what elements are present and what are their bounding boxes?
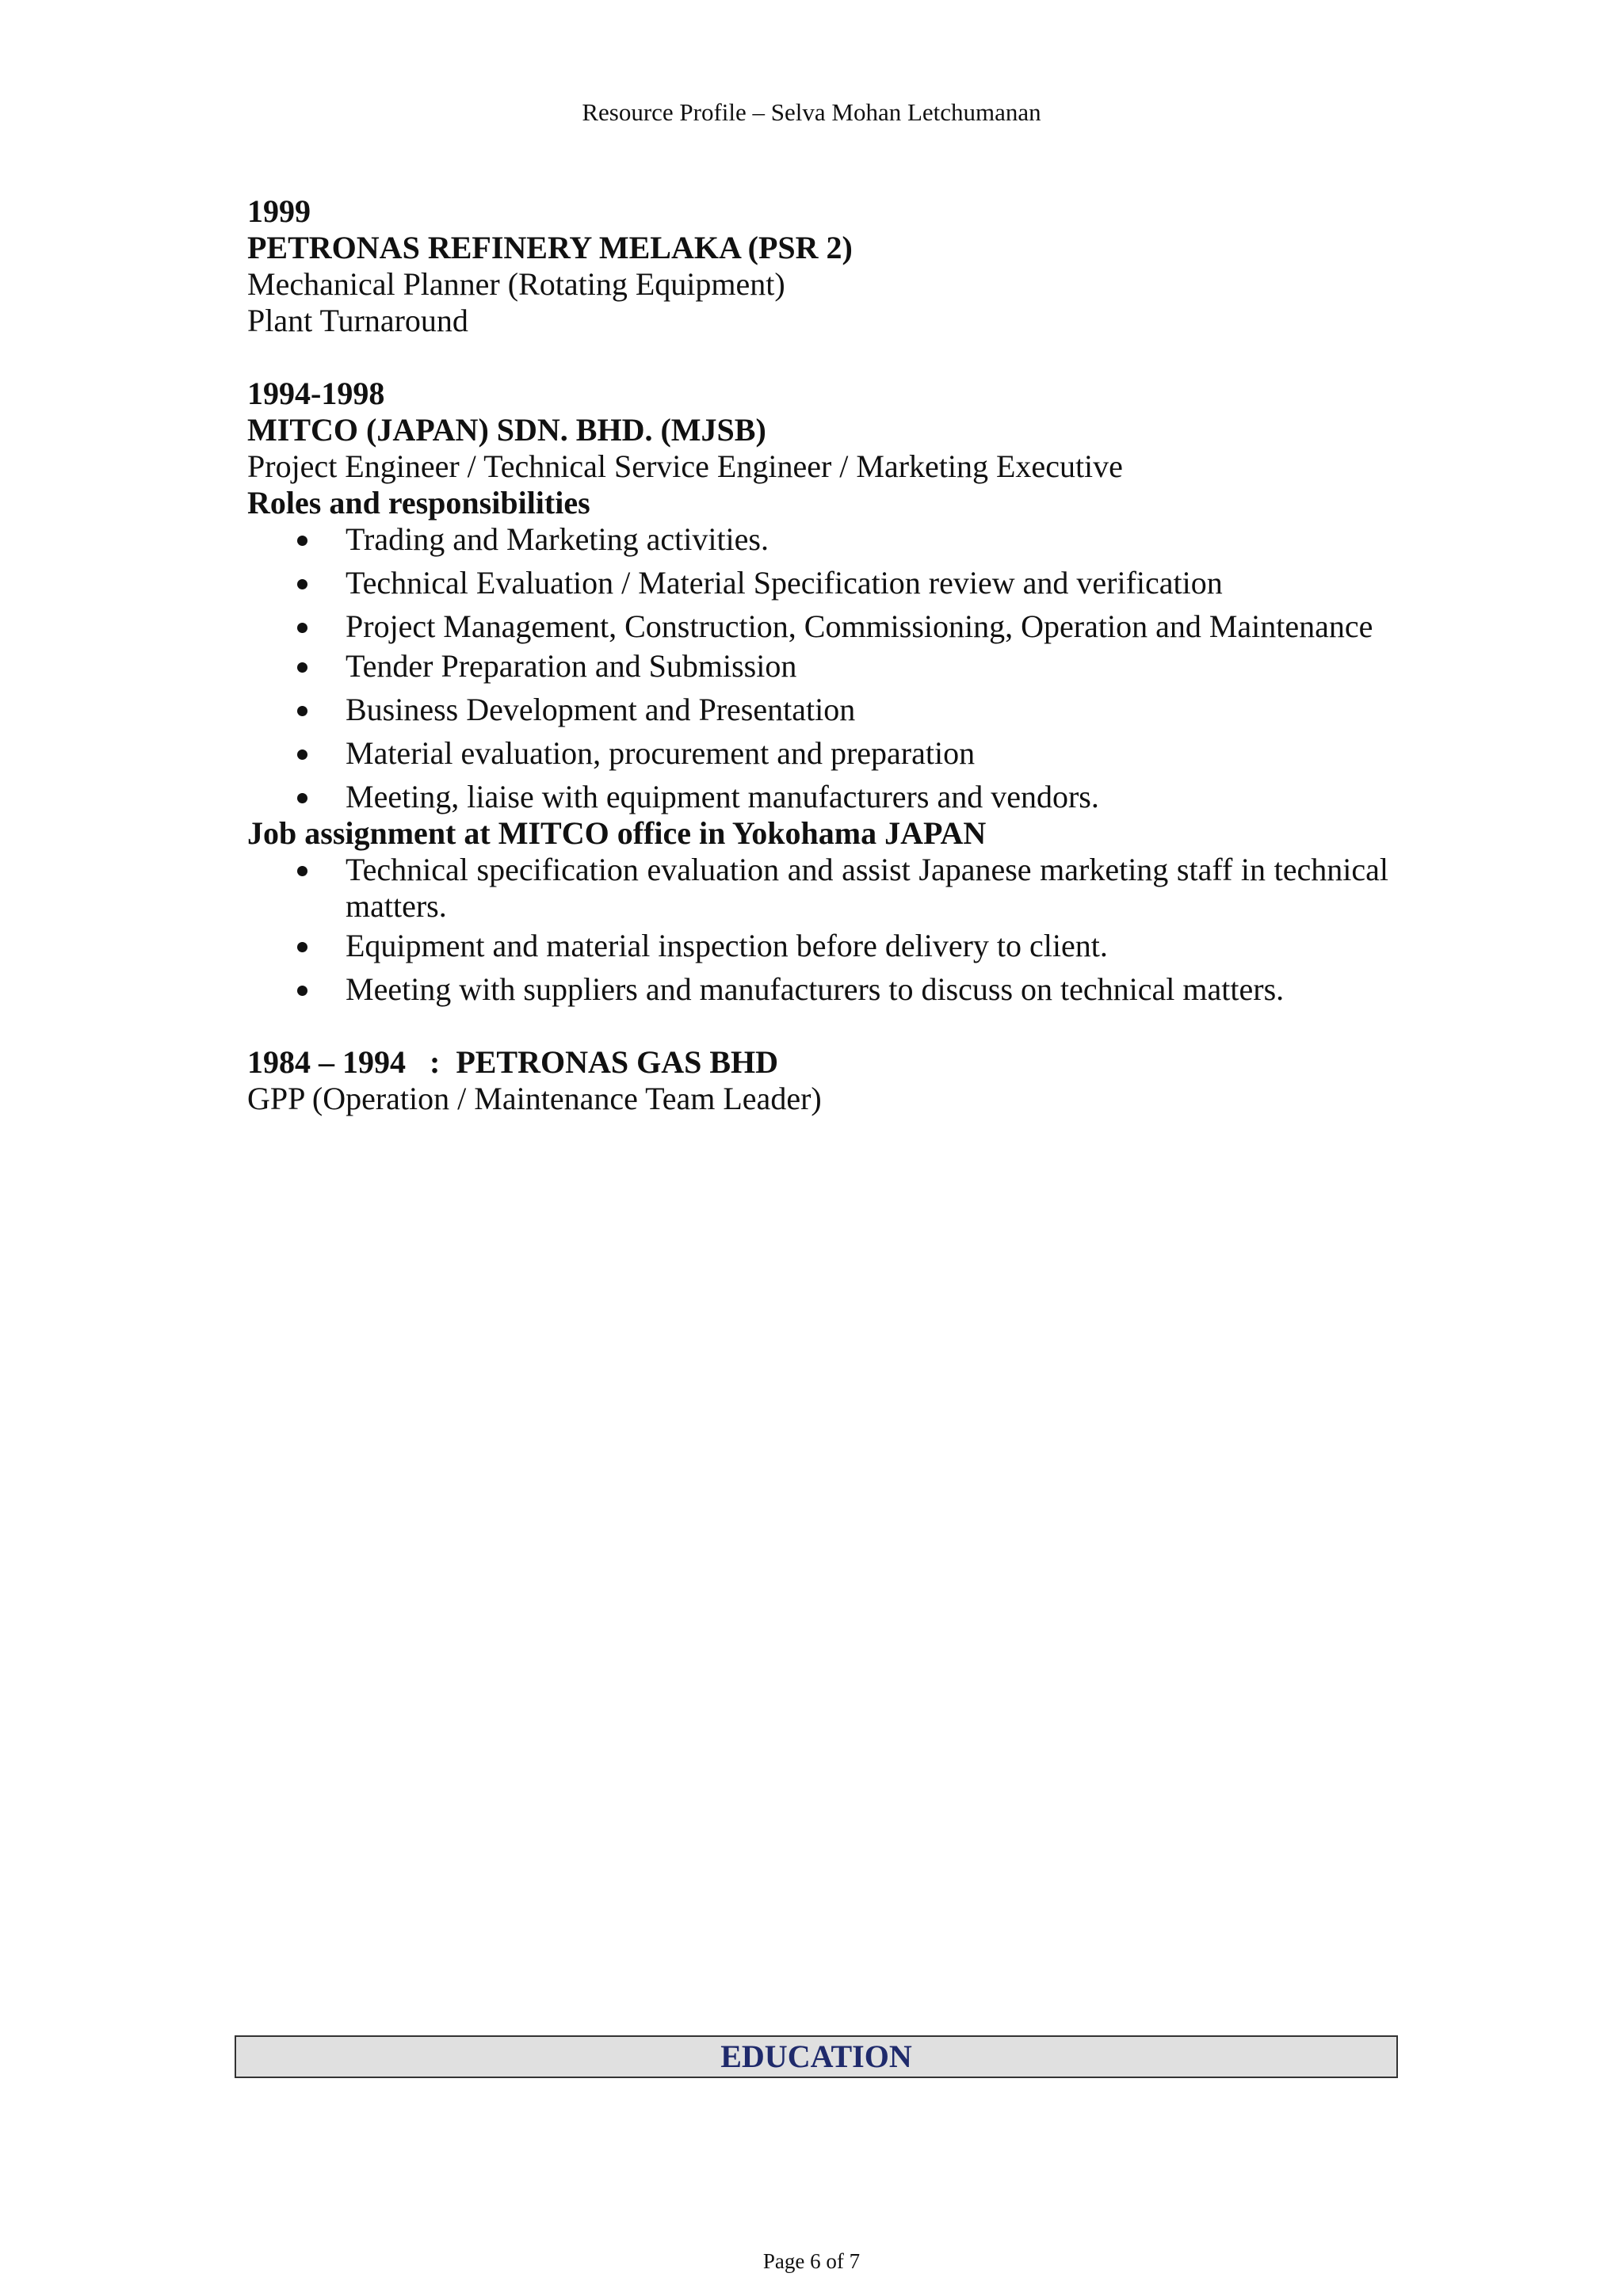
list-item: Meeting, liaise with equipment manufacturers and vendors. — [247, 779, 1388, 815]
assignment-list — [247, 852, 1388, 1008]
entry-line: GPP (Operation / Maintenance Team Leader) — [247, 1081, 822, 1116]
bullet-icon — [297, 986, 307, 996]
bullet-icon — [297, 749, 307, 760]
roles-list — [247, 521, 1388, 815]
bullet-icon — [297, 866, 307, 876]
list-item: Trading and Marketing activities. — [247, 521, 1388, 558]
bullet-icon — [297, 793, 307, 803]
page-header: Resource Profile – Selva Mohan Letchumanan — [582, 98, 1041, 126]
entry-heading: 1984 – 1994 : PETRONAS GAS BHD — [247, 1044, 779, 1080]
list-item: Material evaluation, procurement and preparation — [247, 735, 1388, 772]
entry-company: MITCO (JAPAN) SDN. BHD. (MJSB) — [247, 412, 766, 448]
bullet-icon — [297, 579, 307, 589]
entry-company: PETRONAS REFINERY MELAKA (PSR 2) — [247, 230, 853, 265]
entry-role: Project Engineer / Technical Service Engineer / Marketing Executive — [247, 448, 1123, 484]
entry-year: 1999 — [247, 193, 311, 229]
education-section-header: EDUCATION — [235, 2035, 1398, 2078]
list-item: Project Management, Construction, Commissioning, Operation and Maintenance — [247, 608, 1388, 645]
entry-petronas-refinery — [247, 193, 1388, 339]
assignment-heading: Job assignment at MITCO office in Yokohama JAPAN — [247, 815, 987, 851]
bullet-icon — [297, 623, 307, 633]
list-item: Meeting with suppliers and manufacturers to discuss on technical matters. — [247, 971, 1388, 1008]
entry-year: 1994-1998 — [247, 376, 385, 411]
document-body — [247, 193, 1388, 1154]
list-item: Technical Evaluation / Material Specification review and verification — [247, 565, 1388, 601]
entry-line: Mechanical Planner (Rotating Equipment) — [247, 266, 785, 302]
entry-mitco — [247, 376, 1388, 1008]
list-item: Business Development and Presentation — [247, 692, 1388, 728]
bullet-icon — [297, 942, 307, 952]
list-item: Tender Preparation and Submission — [247, 648, 1388, 685]
bullet-icon — [297, 536, 307, 546]
list-item: Technical specification evaluation and assist Japanese marketing staff in technical matters. — [247, 852, 1388, 925]
bullet-icon — [297, 706, 307, 716]
page-number: Page 6 of 7 — [762, 2249, 861, 2273]
list-item: Equipment and material inspection before delivery to client. — [247, 928, 1388, 964]
roles-heading: Roles and responsibilities — [247, 485, 590, 521]
entry-petronas-gas — [247, 1044, 1388, 1117]
entry-line: Plant Turnaround — [247, 303, 468, 338]
bullet-icon — [297, 662, 307, 673]
